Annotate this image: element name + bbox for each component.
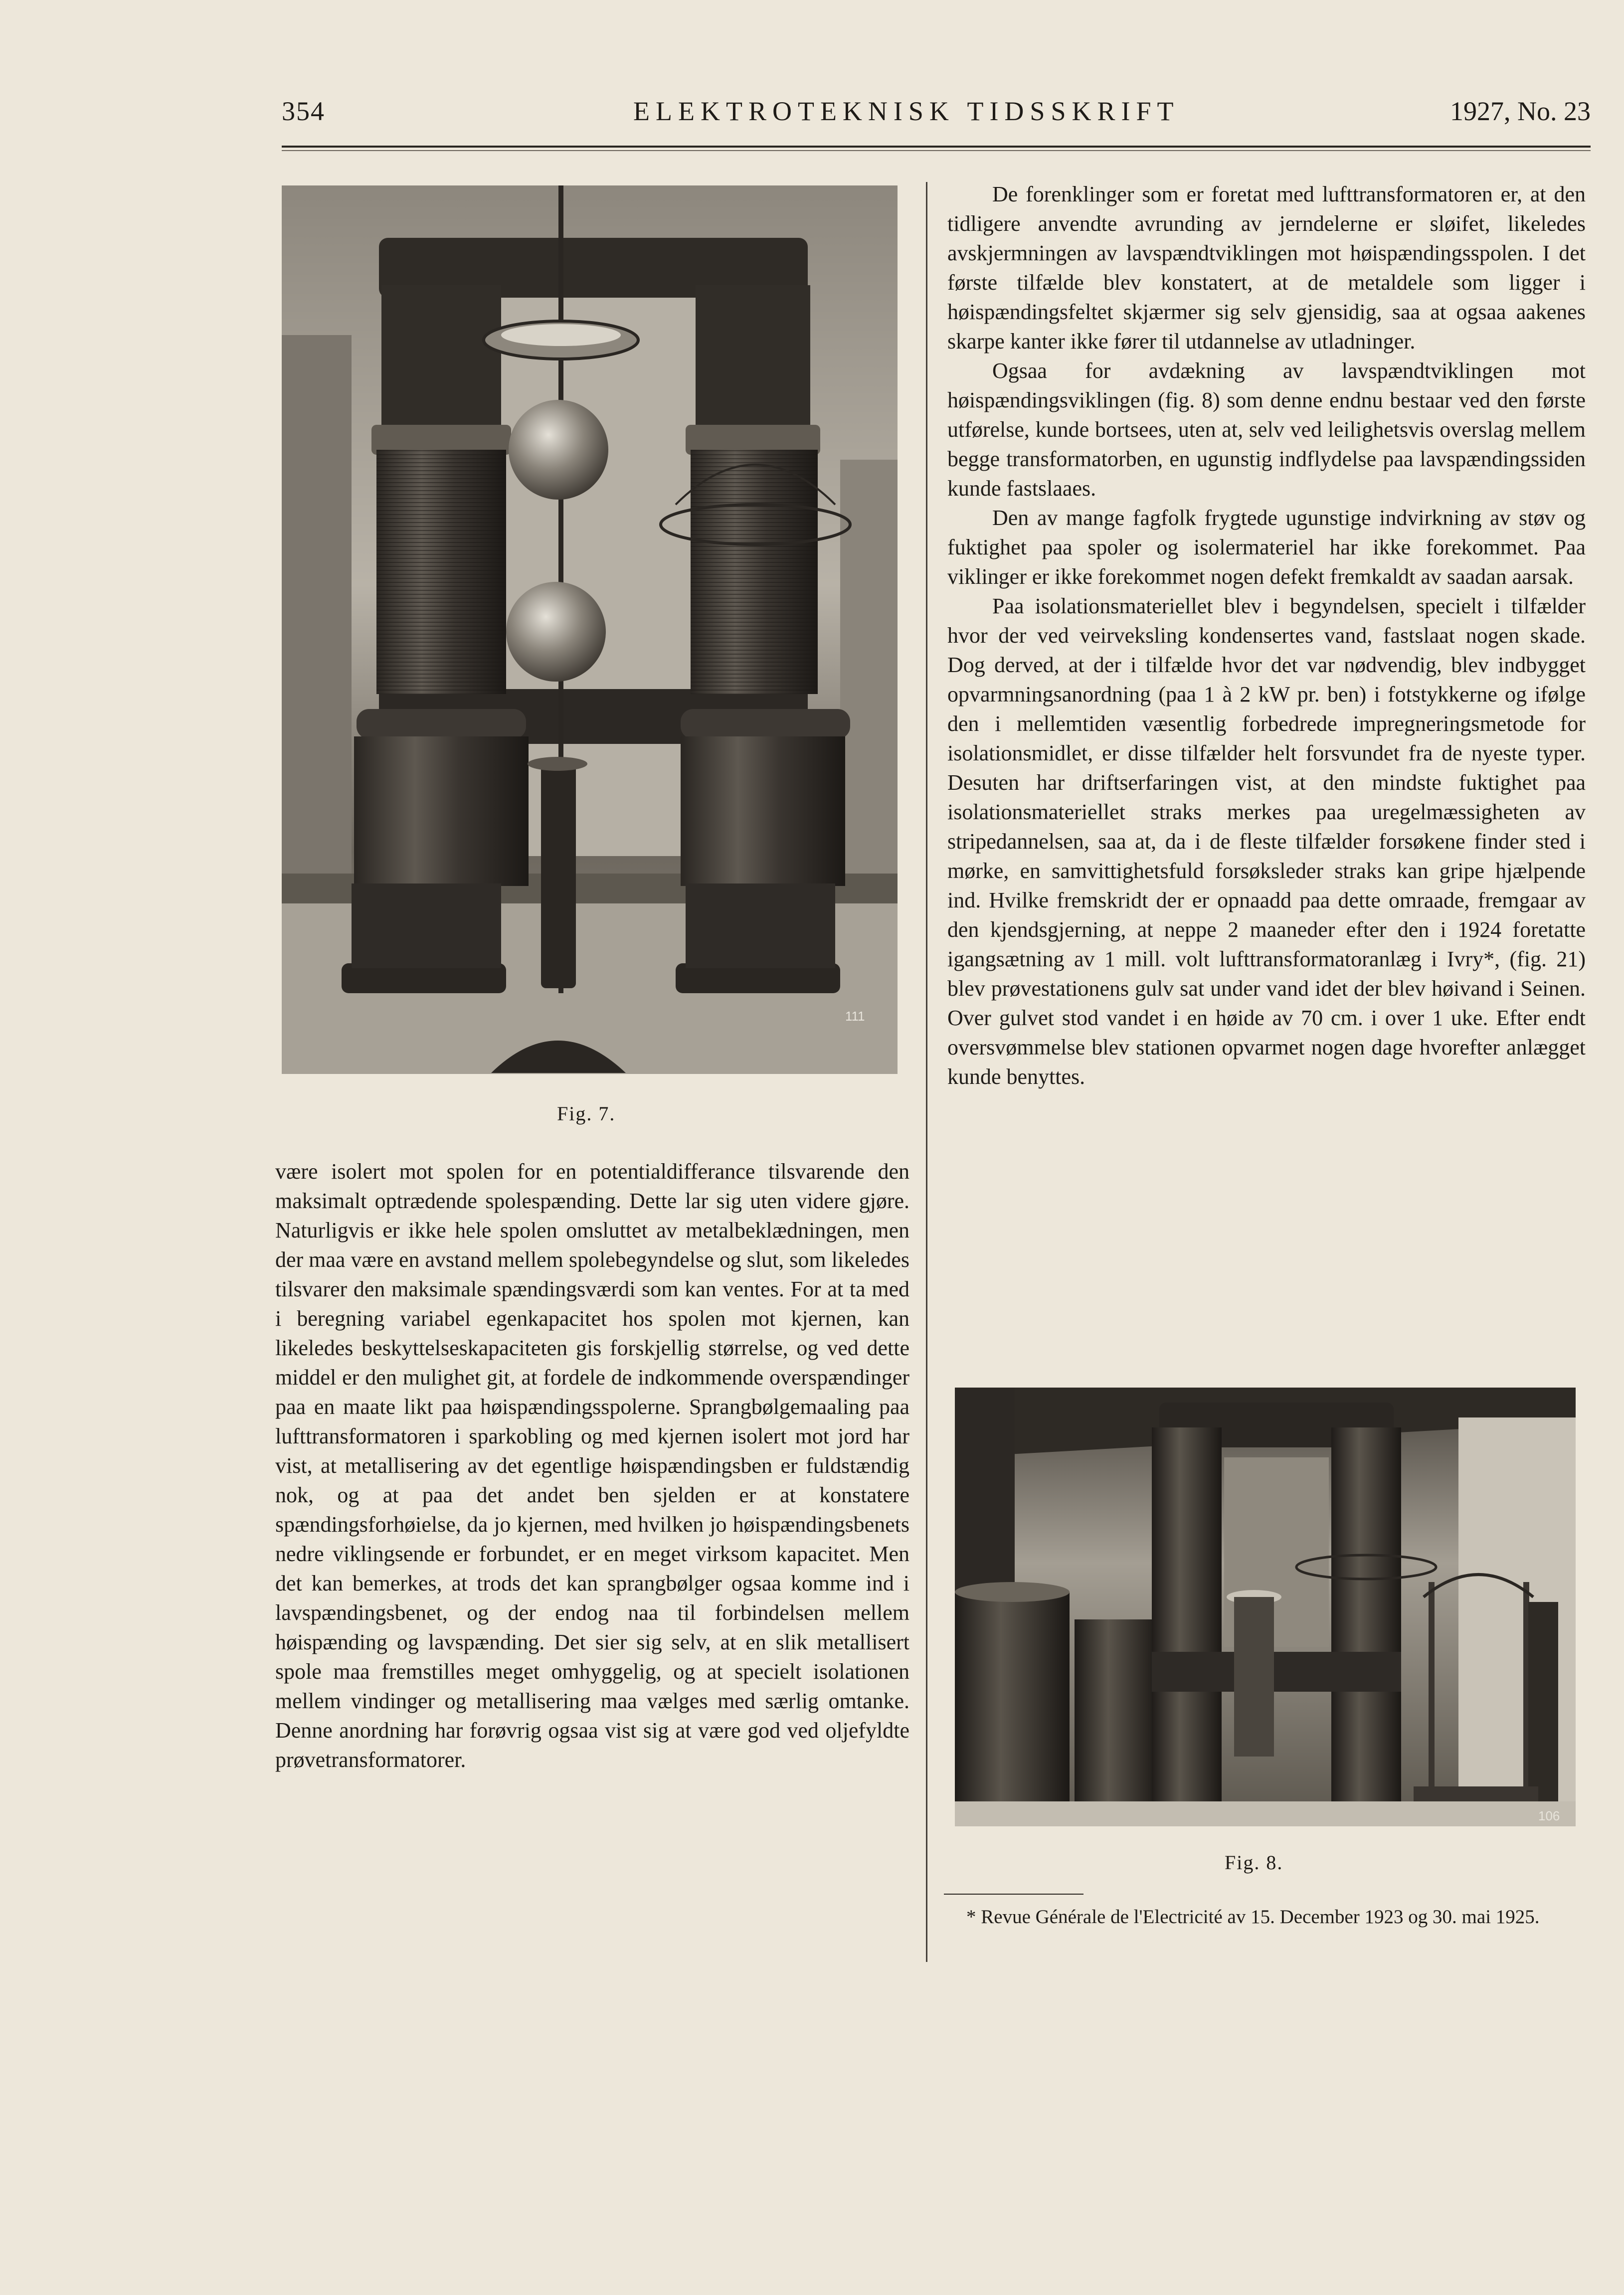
- running-header: [282, 96, 1591, 131]
- right-paragraph-1: De forenklinger som er foretat med lufttransformatoren er, at den tidligere anvendte avrunding av jerndelerne er sløifet, likeledes avskjermningen av lavspændtviklingen mot høispændingsspolen. I det første tilfælde blev konstatert, at de metaldele som ligger i høispændingsfeltet skjærmer sig selv gjensidig, saa at ogsaa aakenes skarpe kanter ikke fører til utdannelse av utladninger.: [947, 182, 1586, 353]
- column-divider: [926, 182, 927, 1962]
- right-paragraph-3: Den av mange fagfolk frygtede ugunstige indvirkning av støv og fuktighet paa spoler og isolermateriel har ikke forekommet. Paa viklinger er ikke forekommet nogen defekt fremkaldt av saadan aarsak.: [947, 506, 1586, 589]
- figure-8-caption: Fig. 8.: [1225, 1851, 1283, 1874]
- figure-7-plate-number: 111: [845, 1009, 865, 1024]
- left-column-text: [275, 1157, 909, 1774]
- figure-8-plate-number: 106: [1538, 1808, 1560, 1823]
- right-column-text: [947, 179, 1586, 1091]
- header-rule: [282, 146, 1591, 151]
- footnote: [944, 1904, 1582, 1931]
- journal-title: ELEKTROTEKNISK TIDSSKRIFT: [633, 96, 1180, 126]
- right-paragraph-4: Paa isolationsmateriellet blev i begyndelsen, specielt i tilfælder hvor der ved veirveksling kondensertes vand, fastslaat nogen skade. Dog derved, at der i tilfælde hvor det var nødvendig, blev indbygget opvarmningsanordning (paa 1 à 2 kW pr. ben) i fotstykkerne og ifølge den i mellemtiden væsentlig forbedrede impregneringsmetode for isolationsmidlet, er disse tilfælder helt forsvundet fra de nyeste typer. Desuten har driftserfaringen vist, at den mindste fuktighet paa isolationsmateriellet straks merkes paa uregelmæssigheten av stripedannelsen, saa at, da i de fleste tilfælder forsøkene finder sted i mørke, en samvittighetsfuld forsøksleder straks kan gripe hjælpende ind. Hvilke fremskridt der er opnaadd paa dette omraade, fremgaar av den kjendsgjerning, at neppe 2 maaneder efter den i 1924 foretatte igangsætning av 1 mill. volt lufttransformatoranlæg i Ivry*, (fig. 21) blev prøvestationens gulv sat under vand idet der blev høivand i Seinen. Over gulvet stod vandet i en høide av 70 cm. i over 1 uke. Efter endt oversvømmelse blev stationen opvarmet nogen dage hvorefter anlægget kunde benyttes.: [947, 594, 1586, 1089]
- footnote-rule: [944, 1894, 1083, 1895]
- page-number: 354: [282, 96, 325, 126]
- footnote-text: * Revue Générale de l'Electricité av 15. December 1923 og 30. mai 1925.: [966, 1906, 1540, 1928]
- issue-label: 1927, No. 23: [1450, 96, 1591, 126]
- left-paragraph-1: være isolert mot spolen for en potentialdifferance tilsvarende den maksimalt optrædende spolespænding. Dette lar sig uten videre gjøre. Naturligvis er ikke hele spolen omsluttet av metalbeklædningen, men der maa være en avstand mellem spolebegyndelse og slut, som likeledes tilsvarer den maksimale spændingsværdi som kan ventes. For at ta med i beregning variabel egenkapacitet hos spolen mot kjernen, kan likeledes beskyttelseskapaciteten gis forskjellig størrelse, og ved dette middel er den mulighet git, at fordele de indkommende overspændinger paa en maate likt paa høispændingsspolerne. Sprangbølgemaaling paa lufttransformatoren i sparkobling og med kjernen isolert mot jord har vist, at metallisering av det egentlige høispændingsben er fuldstændig nok, og at paa det andet ben sjelden er at konstatere spændingsforhøielse, da jo kjernen, med hvilken jo høispændingsbenets nedre viklingsende er forbundet, er en meget virksom kapacitet. Men det kan bemerkes, at trods det kan sprangbølger ogsaa komme ind i lavspændingsbenet, og der endog naa til forbindelsen mellem høispænding og lavspænding. Det sier sig selv, at en slik metallisert spole maa fremstilles meget omhyggelig, og at specielt isolationen mellem vindinger og metallisering maa vælges med særlig omtanke. Denne anordning har forøvrig ogsaa vist sig at være god ved oljefyldte prøvetransformatorer.: [275, 1159, 910, 1772]
- figure-7-caption: Fig. 7.: [557, 1102, 616, 1125]
- figure-7-photo: [282, 185, 898, 1074]
- right-paragraph-2: Ogsaa for avdækning av lavspændtviklingen mot høispændingsviklingen (fig. 8) som denne endnu bestaar ved den første utførelse, kunde bortsees, uten at, selv ved leilighetsvis overslag mellem begge transformatorben, en ugunstig indflydelse paa lavspændingssiden kunde fastslaaes.: [947, 358, 1586, 501]
- figure-8-photo: [955, 1388, 1576, 1826]
